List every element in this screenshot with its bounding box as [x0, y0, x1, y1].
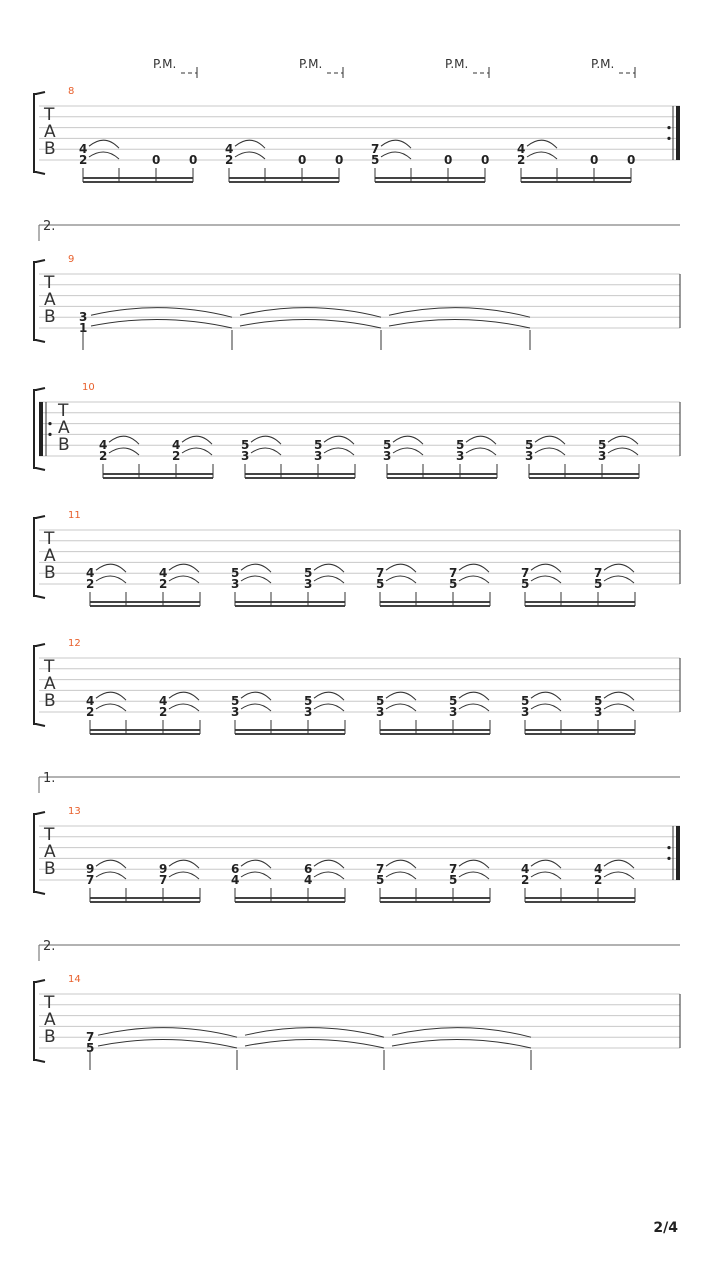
tie-arc	[608, 436, 638, 444]
tie-arc	[604, 872, 634, 879]
tie-arc	[604, 704, 634, 711]
fret-number: 5	[594, 577, 603, 591]
tie-arc	[251, 436, 281, 444]
tie-arc	[241, 860, 271, 868]
tie-arc	[91, 319, 232, 328]
tie-arc	[89, 152, 119, 159]
fret-number: 4	[225, 142, 234, 157]
tie-arc	[245, 1028, 384, 1038]
repeat-dot	[667, 137, 670, 140]
fret-number: 0	[444, 153, 453, 167]
fret-number: 9	[159, 862, 168, 877]
tie-arc	[235, 152, 265, 159]
bracket-hook-bottom	[36, 1060, 45, 1062]
repeat-end-thick	[676, 106, 680, 160]
tie-arc	[109, 436, 139, 444]
fret-number: 5	[594, 694, 603, 709]
repeat-end-thick	[676, 826, 680, 880]
repeat-dot	[667, 846, 670, 849]
measure-number: 13	[68, 806, 81, 817]
tie-arc	[392, 1039, 531, 1048]
repeat-dot	[667, 126, 670, 129]
tie-arc	[96, 860, 126, 868]
tie-arc	[459, 564, 489, 572]
tab-clef-letter: A	[44, 674, 56, 694]
tab-clef-letter: T	[44, 273, 55, 293]
tie-arc	[386, 704, 416, 711]
page-number: 2/4	[653, 1220, 678, 1236]
fret-number: 4	[99, 438, 108, 453]
fret-number: 7	[86, 1030, 95, 1045]
fret-number: 5	[304, 694, 313, 709]
fret-number: 0	[481, 153, 490, 167]
tab-clef-letter: A	[44, 122, 56, 142]
tie-arc	[182, 436, 212, 444]
bracket-hook-bottom	[36, 892, 45, 894]
fret-number: 6	[231, 862, 240, 877]
tie-arc	[527, 140, 557, 148]
measure-number: 14	[68, 974, 81, 985]
tie-arc	[381, 140, 411, 148]
fret-number: 3	[521, 705, 530, 719]
fret-number: 4	[86, 694, 95, 709]
fret-number: 5	[376, 694, 385, 709]
fret-number: 9	[86, 862, 95, 877]
measure-number: 10	[82, 382, 95, 393]
tie-arc	[89, 140, 119, 148]
tie-arc	[531, 564, 561, 572]
repeat-start-thick	[39, 402, 43, 456]
fret-number: 3	[376, 705, 385, 719]
tab-clef-letter: A	[44, 1010, 56, 1030]
fret-number: 5	[371, 153, 380, 167]
tie-arc	[389, 319, 530, 328]
fret-number: 4	[172, 438, 181, 453]
tab-clef-letter: B	[58, 435, 70, 455]
fret-number: 4	[304, 873, 313, 887]
tie-arc	[96, 704, 126, 711]
tie-arc	[459, 860, 489, 868]
fret-number: 2	[86, 577, 95, 591]
tab-clef-letter: A	[58, 418, 70, 438]
tie-arc	[531, 860, 561, 868]
fret-number: 5	[314, 438, 323, 453]
fret-number: 0	[335, 153, 344, 167]
fret-number: 7	[86, 873, 95, 887]
tie-arc	[531, 576, 561, 583]
fret-number: 2	[172, 449, 181, 463]
tab-clef-letter: B	[44, 563, 56, 583]
fret-number: 5	[376, 577, 385, 591]
repeat-dot	[667, 857, 670, 860]
measure-number: 12	[68, 638, 81, 649]
fret-number: 3	[594, 705, 603, 719]
tab-clef-letter: T	[44, 825, 55, 845]
bracket-hook-top	[36, 980, 45, 982]
tab-clef-letter: A	[44, 290, 56, 310]
palm-mute-label: P.M.	[445, 57, 469, 71]
system-bracket	[34, 390, 37, 468]
bracket-hook-top	[36, 260, 45, 262]
fret-number: 5	[525, 438, 534, 453]
palm-mute-label: P.M.	[299, 57, 323, 71]
fret-number: 5	[456, 438, 465, 453]
fret-number: 3	[241, 449, 250, 463]
tab-clef-letter: B	[44, 1027, 56, 1047]
volta-label: 2.	[43, 939, 56, 954]
volta-label: 2.	[43, 219, 56, 234]
fret-number: 3	[383, 449, 392, 463]
tie-arc	[535, 448, 565, 455]
tab-clef-letter: T	[58, 401, 69, 421]
tie-arc	[314, 564, 344, 572]
bracket-hook-top	[36, 388, 45, 390]
fret-number: 3	[231, 577, 240, 591]
tie-arc	[251, 448, 281, 455]
fret-number: 1	[79, 321, 88, 335]
tie-arc	[604, 576, 634, 583]
tie-arc	[393, 436, 423, 444]
fret-number: 3	[525, 449, 534, 463]
tie-arc	[109, 448, 139, 455]
fret-number: 5	[241, 438, 250, 453]
tie-arc	[459, 692, 489, 700]
tie-arc	[459, 576, 489, 583]
tie-arc	[535, 436, 565, 444]
tab-clef-letter: B	[44, 139, 56, 159]
fret-number: 4	[159, 566, 168, 581]
fret-number: 5	[231, 694, 240, 709]
palm-mute-label: P.M.	[591, 57, 615, 71]
tie-arc	[240, 308, 381, 318]
fret-number: 4	[517, 142, 526, 157]
fret-number: 4	[79, 142, 88, 157]
fret-number: 3	[314, 449, 323, 463]
tie-arc	[96, 692, 126, 700]
tie-arc	[527, 152, 557, 159]
fret-number: 3	[79, 310, 88, 325]
fret-number: 5	[521, 577, 530, 591]
volta-label: 1.	[43, 771, 56, 786]
measure-number: 9	[68, 254, 75, 265]
fret-number: 3	[456, 449, 465, 463]
tie-arc	[241, 564, 271, 572]
tie-arc	[466, 448, 496, 455]
fret-number: 7	[594, 566, 603, 581]
fret-number: 0	[298, 153, 307, 167]
fret-number: 5	[449, 873, 458, 887]
tie-arc	[459, 872, 489, 879]
tab-clef-letter: T	[44, 993, 55, 1013]
tie-arc	[314, 692, 344, 700]
fret-number: 2	[594, 873, 603, 887]
tie-arc	[386, 860, 416, 868]
tie-arc	[96, 576, 126, 583]
fret-number: 5	[376, 873, 385, 887]
fret-number: 7	[371, 142, 380, 157]
tie-arc	[314, 576, 344, 583]
tie-arc	[182, 448, 212, 455]
system-bracket	[34, 982, 37, 1060]
tie-arc	[91, 308, 232, 318]
fret-number: 2	[159, 577, 168, 591]
tie-arc	[169, 564, 199, 572]
tab-clef-letter: T	[44, 529, 55, 549]
tie-arc	[169, 576, 199, 583]
tie-arc	[386, 692, 416, 700]
bracket-hook-bottom	[36, 172, 45, 174]
fret-number: 5	[383, 438, 392, 453]
tie-arc	[386, 576, 416, 583]
fret-number: 7	[521, 566, 530, 581]
tie-arc	[604, 564, 634, 572]
tab-clef-letter: B	[44, 307, 56, 327]
bracket-hook-top	[36, 644, 45, 646]
fret-number: 7	[449, 862, 458, 877]
tie-arc	[608, 448, 638, 455]
tab-clef-letter: B	[44, 859, 56, 879]
bracket-hook-bottom	[36, 468, 45, 470]
tie-arc	[98, 1039, 237, 1048]
bracket-hook-top	[36, 92, 45, 94]
tab-clef-letter: T	[44, 657, 55, 677]
fret-number: 2	[99, 449, 108, 463]
fret-number: 2	[225, 153, 234, 167]
bracket-hook-bottom	[36, 596, 45, 598]
tie-arc	[314, 704, 344, 711]
fret-number: 7	[449, 566, 458, 581]
fret-number: 5	[86, 1041, 95, 1055]
fret-number: 3	[598, 449, 607, 463]
fret-number: 4	[521, 862, 530, 877]
repeat-dot	[48, 422, 51, 425]
fret-number: 5	[304, 566, 313, 581]
fret-number: 5	[449, 694, 458, 709]
tie-arc	[386, 872, 416, 879]
tie-arc	[241, 576, 271, 583]
fret-number: 3	[231, 705, 240, 719]
fret-number: 4	[231, 873, 240, 887]
system-bracket	[34, 646, 37, 724]
tie-arc	[386, 564, 416, 572]
tie-arc	[324, 448, 354, 455]
fret-number: 3	[449, 705, 458, 719]
fret-number: 2	[79, 153, 88, 167]
fret-number: 3	[304, 705, 313, 719]
tie-arc	[241, 872, 271, 879]
fret-number: 4	[594, 862, 603, 877]
fret-number: 2	[517, 153, 526, 167]
tie-arc	[240, 319, 381, 328]
fret-number: 5	[449, 577, 458, 591]
tie-arc	[324, 436, 354, 444]
tie-arc	[466, 436, 496, 444]
fret-number: 7	[159, 873, 168, 887]
tie-arc	[169, 860, 199, 868]
tie-arc	[241, 692, 271, 700]
tie-arc	[314, 860, 344, 868]
tie-arc	[459, 704, 489, 711]
bracket-hook-top	[36, 812, 45, 814]
tie-arc	[169, 692, 199, 700]
tie-arc	[531, 872, 561, 879]
fret-number: 0	[627, 153, 636, 167]
tie-arc	[531, 692, 561, 700]
fret-number: 7	[376, 566, 385, 581]
tie-arc	[314, 872, 344, 879]
measure-number: 8	[68, 86, 75, 97]
system-bracket	[34, 518, 37, 596]
measure-number: 11	[68, 510, 81, 521]
system-bracket	[34, 94, 37, 172]
fret-number: 0	[189, 153, 198, 167]
tie-arc	[604, 860, 634, 868]
tie-arc	[98, 1028, 237, 1038]
fret-number: 2	[159, 705, 168, 719]
tie-arc	[96, 564, 126, 572]
fret-number: 4	[86, 566, 95, 581]
tab-clef-letter: B	[44, 691, 56, 711]
tie-arc	[604, 692, 634, 700]
tie-arc	[169, 704, 199, 711]
bracket-hook-bottom	[36, 724, 45, 726]
tab-clef-letter: A	[44, 842, 56, 862]
tab-clef-letter: T	[44, 105, 55, 125]
fret-number: 2	[86, 705, 95, 719]
tie-arc	[381, 152, 411, 159]
fret-number: 5	[521, 694, 530, 709]
fret-number: 5	[231, 566, 240, 581]
fret-number: 3	[304, 577, 313, 591]
fret-number: 2	[521, 873, 530, 887]
tie-arc	[531, 704, 561, 711]
tie-arc	[169, 872, 199, 879]
tie-arc	[96, 872, 126, 879]
tie-arc	[241, 704, 271, 711]
repeat-dot	[48, 433, 51, 436]
tie-arc	[393, 448, 423, 455]
tie-arc	[245, 1039, 384, 1048]
system-bracket	[34, 814, 37, 892]
fret-number: 7	[376, 862, 385, 877]
tie-arc	[392, 1028, 531, 1038]
fret-number: 0	[152, 153, 161, 167]
tab-clef-letter: A	[44, 546, 56, 566]
bracket-hook-bottom	[36, 340, 45, 342]
bracket-hook-top	[36, 516, 45, 518]
palm-mute-label: P.M.	[153, 57, 177, 71]
tie-arc	[389, 308, 530, 318]
fret-number: 5	[598, 438, 607, 453]
fret-number: 0	[590, 153, 599, 167]
fret-number: 4	[159, 694, 168, 709]
fret-number: 6	[304, 862, 313, 877]
system-bracket	[34, 262, 37, 340]
tie-arc	[235, 140, 265, 148]
